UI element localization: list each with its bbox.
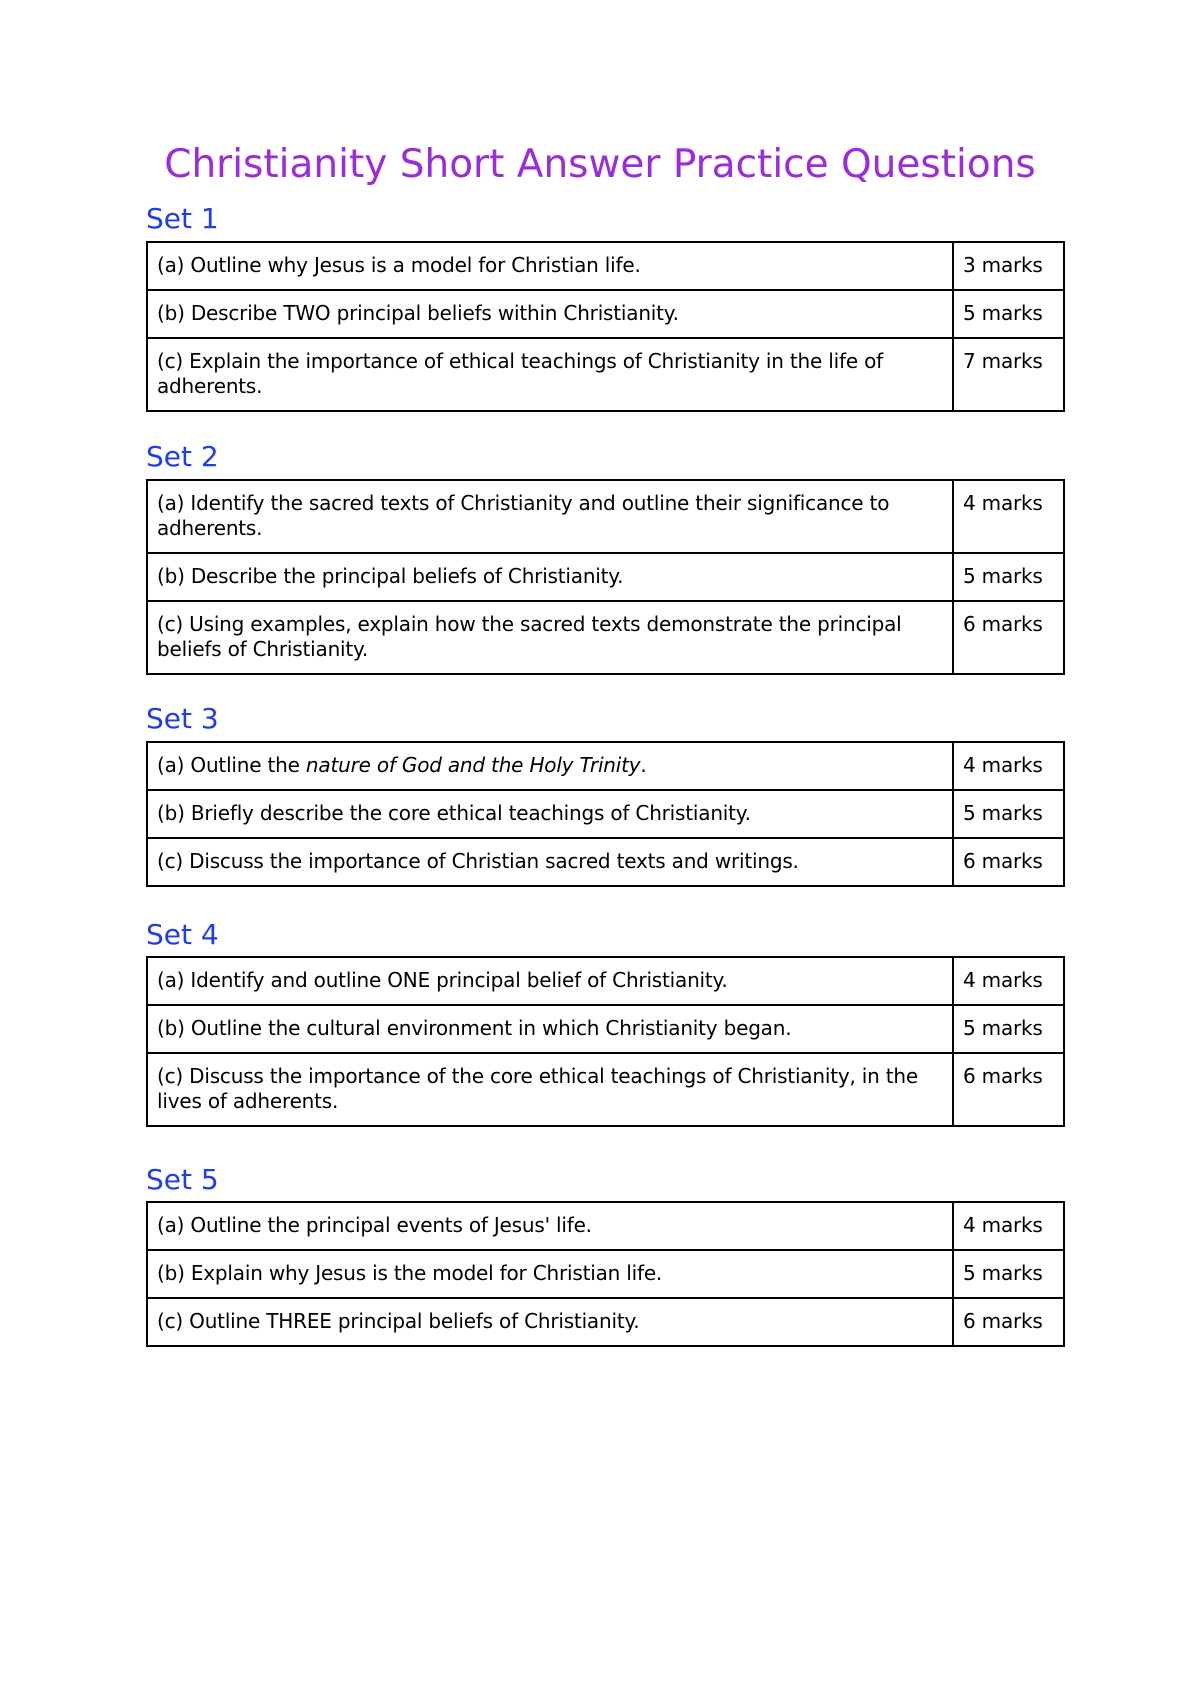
question-text: (c) Outline THREE principal beliefs of Christianity.: [147, 1298, 953, 1346]
set-1-heading: Set 1: [146, 202, 219, 235]
table-row: [147, 1005, 1064, 1053]
table-row: [147, 242, 1064, 290]
table-row: [147, 1053, 1064, 1126]
question-marks: 6 marks: [953, 1053, 1064, 1126]
table-row: [147, 742, 1064, 790]
question-marks: 6 marks: [953, 1298, 1064, 1346]
question-text: (a) Identify the sacred texts of Christianity and outline their significance to adherents.: [147, 480, 953, 553]
question-marks: 7 marks: [953, 338, 1064, 411]
table-row: [147, 957, 1064, 1005]
table-row: [147, 480, 1064, 553]
question-marks: 6 marks: [953, 601, 1064, 674]
question-text: (b) Describe TWO principal beliefs within Christianity.: [147, 290, 953, 338]
question-marks: 5 marks: [953, 1005, 1064, 1053]
question-text: (b) Briefly describe the core ethical teachings of Christianity.: [147, 790, 953, 838]
table-row: [147, 790, 1064, 838]
question-text: (b) Outline the cultural environment in which Christianity began.: [147, 1005, 953, 1053]
question-text: (b) Describe the principal beliefs of Christianity.: [147, 553, 953, 601]
question-text: (a) Identify and outline ONE principal belief of Christianity.: [147, 957, 953, 1005]
table-row: [147, 1298, 1064, 1346]
question-marks: 4 marks: [953, 957, 1064, 1005]
set-4-heading: Set 4: [146, 918, 219, 951]
page-title: Christianity Short Answer Practice Questions: [164, 142, 1036, 187]
question-text: (c) Discuss the importance of the core ethical teachings of Christianity, in the lives of adherents.: [147, 1053, 953, 1126]
set-3-heading: Set 3: [146, 702, 219, 735]
question-text-italic: nature of God and the Holy Trinity: [305, 753, 641, 777]
question-text: (b) Explain why Jesus is the model for Christian life.: [147, 1250, 953, 1298]
set-2-heading: Set 2: [146, 440, 219, 473]
question-marks: 5 marks: [953, 553, 1064, 601]
set-3-table: [146, 741, 1065, 887]
table-row: [147, 1202, 1064, 1250]
question-text: (c) Using examples, explain how the sacred texts demonstrate the principal beliefs of Christianity.: [147, 601, 953, 674]
set-4-table: [146, 956, 1065, 1127]
question-text: (a) Outline the principal events of Jesus' life.: [147, 1202, 953, 1250]
question-marks: 6 marks: [953, 838, 1064, 886]
question-marks: 4 marks: [953, 742, 1064, 790]
set-1-table: [146, 241, 1065, 412]
set-5-table: [146, 1201, 1065, 1347]
question-marks: 5 marks: [953, 290, 1064, 338]
table-row: [147, 290, 1064, 338]
question-marks: 4 marks: [953, 480, 1064, 553]
question-marks: 5 marks: [953, 790, 1064, 838]
question-text: (c) Discuss the importance of Christian sacred texts and writings.: [147, 838, 953, 886]
table-row: [147, 601, 1064, 674]
table-row: [147, 553, 1064, 601]
question-marks: 5 marks: [953, 1250, 1064, 1298]
table-row: [147, 838, 1064, 886]
table-row: [147, 1250, 1064, 1298]
question-text-prefix: (a) Outline the: [157, 753, 306, 777]
question-marks: 3 marks: [953, 242, 1064, 290]
question-marks: 4 marks: [953, 1202, 1064, 1250]
question-text: [147, 742, 953, 790]
table-row: [147, 338, 1064, 411]
question-text: (c) Explain the importance of ethical teachings of Christianity in the life of adherents.: [147, 338, 953, 411]
set-2-table: [146, 479, 1065, 675]
question-text: (a) Outline why Jesus is a model for Christian life.: [147, 242, 953, 290]
set-5-heading: Set 5: [146, 1163, 219, 1196]
question-text-suffix: .: [640, 753, 647, 777]
